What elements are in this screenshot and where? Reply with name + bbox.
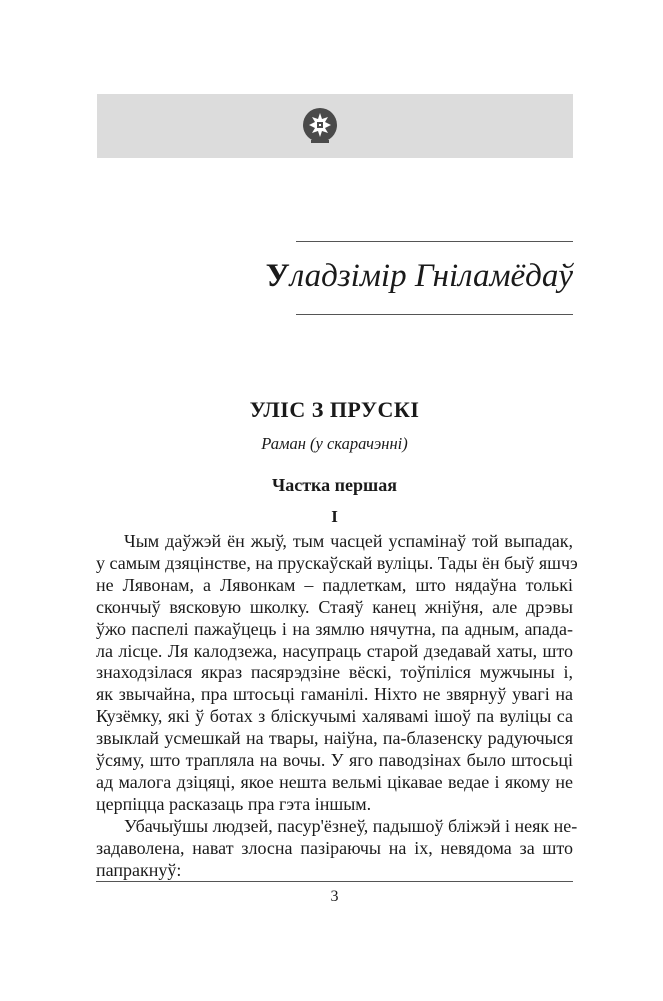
author-initial: У — [265, 258, 290, 294]
author-rule-bottom — [296, 314, 573, 315]
text-line: Чым даўжэй ён жыў, тым часцей успамінаў той выпадак, — [124, 531, 573, 551]
text-line: скончыў вясковую школку. Стаяў канец жніўня, але дрэвы — [96, 596, 573, 617]
footer-rule — [96, 881, 573, 882]
work-title: УЛІС З ПРУСКІ — [249, 397, 420, 422]
text-line: ўсяму, што трапляла на вочы. У яго паводзінах было штосьці — [96, 750, 573, 770]
part-heading: Частка першая — [272, 475, 397, 495]
text-line: ўжо паспелі пажаўцець і на зямлю нячутна, па адным, апада- — [96, 618, 573, 639]
author-name — [96, 255, 573, 297]
text-line: у самым дзяцінстве, на прускаўскай вуліцы. Тады ён быў яшчэ — [96, 552, 578, 573]
work-subtitle: Раман (у скарачэнні) — [261, 434, 408, 453]
text-line: папракнуў: — [96, 859, 182, 880]
text-line: Кузёмку, які ў ботах з бліскучымі халявамі ішоў па вуліцы са — [96, 706, 573, 727]
text-line: Убачыўшы людзей, пасур'ёзнеў, падышоў бліжэй і неяк не- — [124, 815, 578, 836]
chapter-number: I — [331, 507, 338, 526]
text-line: церпіцца расказаць пра гэта іншым. — [96, 793, 372, 814]
ornament-emblem-icon — [297, 107, 343, 147]
text-line: ад малога дзіцяці, якое нешта вельмі цікавае ведае і якому не — [96, 771, 573, 792]
text-line: знаходзілася якраз пасярэдзіне вёскі, тоўпіліся мужчыны і, — [96, 662, 573, 683]
text-line: не Лявонам, а Лявонкам – падлеткам, што нядаўна толькі — [96, 574, 573, 595]
author-name-rest: ладзімір Гніламёдаў — [289, 258, 573, 294]
text-line: ла лісце. Ля калодзежа, насупраць старой дзедавай хаты, што — [96, 640, 573, 661]
author-rule-top — [296, 241, 573, 242]
text-line: звыклай усмешкай на твары, наіўна, па-блазенску радуючыся — [96, 728, 573, 749]
text-line: як звычайна, пра штосьці гаманілі. Ніхто не звярнуў увагі на — [96, 684, 573, 705]
text-line: задаволена, нават злосна пазіраючы на іх, невядома за што — [96, 837, 573, 858]
page-number: 3 — [330, 888, 339, 905]
